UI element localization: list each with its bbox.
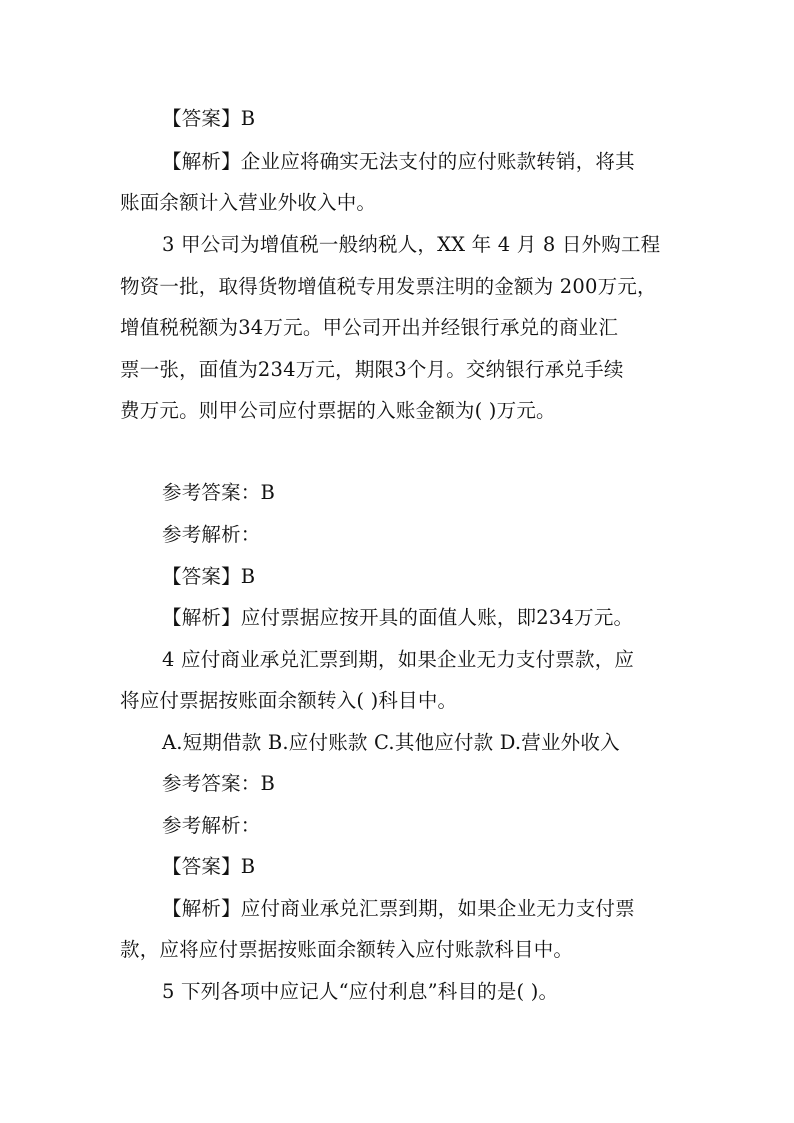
question-5-line-1: 5 下列各项中应记人“应付利息”科目的是( )。 (162, 980, 559, 1003)
reference-answer-3: 参考答案：B (162, 481, 276, 504)
question-4-line-2: 将应付票据按账面余额转入( )科目中。 (120, 689, 458, 712)
reference-analysis-label-4: 参考解析： (162, 814, 261, 837)
analysis-paragraph-1-line-2: 账面余额计入营业外收入中。 (120, 191, 377, 214)
analysis-paragraph-3: 【解析】应付票据应按开具的面值人账，即234万元。 (162, 606, 634, 629)
analysis-paragraph-4-line-2: 款，应将应付票据按账面余额转入应付账款科目中。 (120, 938, 574, 961)
question-3-line-3: 增值税税额为34万元。甲公司开出并经银行承兑的商业汇 (120, 316, 619, 339)
question-3-line-5: 费万元。则甲公司应付票据的入账金额为( )万元。 (120, 399, 556, 422)
answer-label-3: 【答案】B (162, 565, 256, 588)
reference-analysis-label-3: 参考解析： (162, 523, 261, 546)
question-3-line-1: 3 甲公司为增值税一般纳税人，XX 年 4 月 8 日外购工程 (162, 233, 661, 256)
answer-label-4: 【答案】B (162, 855, 256, 878)
analysis-paragraph-4-line-1: 【解析】应付商业承兑汇票到期，如果企业无力支付票 (162, 897, 635, 920)
analysis-paragraph-1-line-1: 【解析】企业应将确实无法支付的应付账款转销，将其 (162, 150, 635, 173)
answer-label-1: 【答案】B (162, 107, 256, 130)
question-3-line-4: 票一张，面值为234万元，期限3个月。交纳银行承兑手续 (120, 358, 624, 381)
question-3-line-2: 物资一批，取得货物增值税专用发票注明的金额为 200万元， (120, 275, 657, 298)
reference-answer-4: 参考答案：B (162, 772, 276, 795)
question-4-options: A.短期借款 B.应付账款 C.其他应付款 D.营业外收入 (162, 731, 620, 754)
question-4-line-1: 4 应付商业承兑汇票到期，如果企业无力支付票款，应 (162, 648, 635, 671)
